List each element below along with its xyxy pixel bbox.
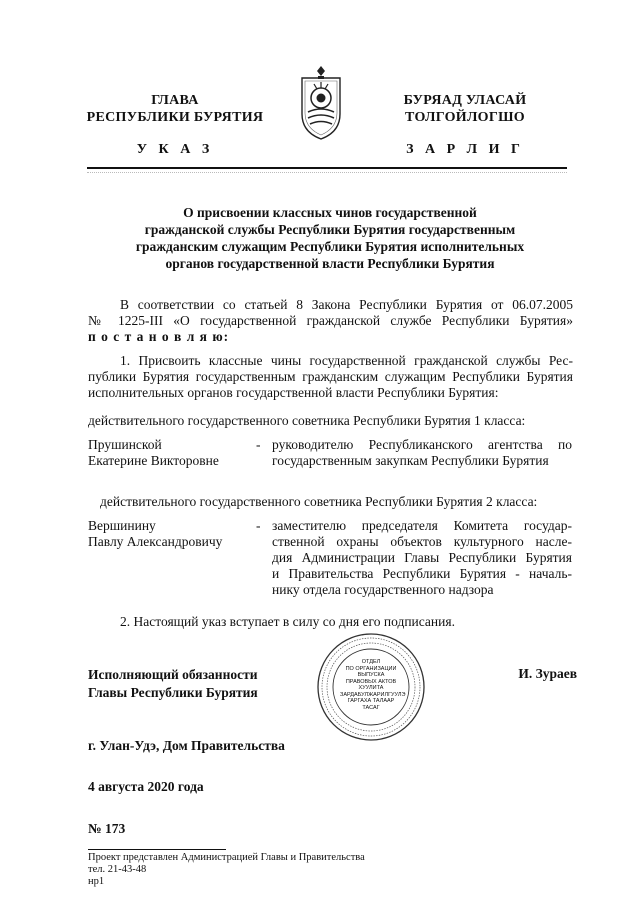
footer-line2: тел. 21-43-48 xyxy=(88,864,147,875)
header-left-line1: ГЛАВА xyxy=(151,93,199,108)
footer-line3: нр1 xyxy=(88,876,105,887)
rank1-position-line2: государственным закупкам Республики Бурятия xyxy=(272,453,549,468)
footer-line1: Проект представлен Администрацией Главы и Правительства xyxy=(88,852,365,863)
place: г. Улан-Удэ, Дом Правительства xyxy=(88,738,285,753)
doc-type-left: У К А З xyxy=(136,142,214,157)
seal-text xyxy=(340,659,406,711)
rank2-position-line1: заместителю председателя Комитета государ- xyxy=(272,518,572,533)
preamble-line2: № 1225-III «О государственной гражданской службе Республики Бурятия» xyxy=(88,313,573,328)
title-line4: органов государственной власти Республики Бурятия xyxy=(165,256,495,271)
header-dotted-line xyxy=(87,172,567,174)
rank1-dash: - xyxy=(256,437,261,452)
header-right-line1: БУРЯАД УЛАСАЙ xyxy=(403,93,527,108)
item1-line2: публики Бурятия государственным гражданским служащим Республики Бурятия xyxy=(88,369,573,384)
rank1-heading: действительного государственного советника Республики Бурятия 1 класса: xyxy=(88,413,526,428)
seal-line1: ОТДЕЛ xyxy=(361,659,381,665)
preamble-decree-word: п о с т а н о в л я ю: xyxy=(88,329,230,344)
rank1-person-line2: Екатерине Викторовне xyxy=(88,453,219,468)
footer-rule xyxy=(88,849,226,850)
rank1-position-line1: руководителю Республиканского агентства по xyxy=(272,437,572,452)
footer-note xyxy=(88,852,488,888)
rank2-position-line2: ственной охраны объектов культурного насле- xyxy=(272,534,572,549)
title-line2: гражданской службы Республики Бурятия государственным xyxy=(144,222,516,237)
seal-line2: ПО ОРГАНИЗАЦИИ xyxy=(345,665,397,672)
rank2-position-line5: нику отдела государственного надзора xyxy=(272,582,494,597)
header-right-line2: ТОЛГОЙЛОГШО xyxy=(405,110,525,125)
signature-role xyxy=(88,666,308,702)
rank1-person xyxy=(88,437,258,469)
seal-line4: ПРАВОВЫХ АКТОВ xyxy=(345,678,397,685)
seal-line5: ХУУЛИТА xyxy=(358,685,384,691)
header-rule xyxy=(87,167,567,169)
item2: 2. Настоящий указ вступает в силу со дня его подписания. xyxy=(120,614,455,629)
title-line1: О присвоении классных чинов государственной xyxy=(183,205,477,220)
item1-line3: исполнительных органов государственной власти Республики Бурятия: xyxy=(88,385,499,400)
header-right xyxy=(350,92,580,126)
rank1-person-line1: Прушинской xyxy=(88,437,162,452)
seal-line7: ГАРГАХА ТАЛААР xyxy=(347,698,395,704)
official-seal xyxy=(316,632,426,742)
rank2-dash: - xyxy=(256,518,261,533)
signature-name: И. Зураев xyxy=(518,666,577,681)
rank2-position-line3: дия Администрации Главы Республики Бурятия xyxy=(272,550,572,565)
preamble-line1: В соответствии со статьей 8 Закона Республики Бурятия от 06.07.2005 xyxy=(120,297,573,312)
seal-line6: ЗАРДАБУЛЖАРИЛГУУЛЭ xyxy=(340,691,406,698)
header-left-line2: РЕСПУБЛИКИ БУРЯТИЯ xyxy=(86,110,264,125)
rank2-heading: действительного государственного советника Республики Бурятия 2 класса: xyxy=(100,494,538,509)
rank1-position xyxy=(272,437,572,469)
rank2-person-line2: Павлу Александровичу xyxy=(88,534,223,549)
date: 4 августа 2020 года xyxy=(88,779,204,794)
header-left xyxy=(60,92,290,126)
seal-line3: ВЫПУСКА xyxy=(357,672,385,678)
rank2-person xyxy=(88,518,258,550)
rank2-person-line1: Вершинину xyxy=(88,518,156,533)
item1-line1: 1. Присвоить классные чины государственной гражданской службы Рес- xyxy=(120,353,573,368)
coat-of-arms-icon xyxy=(296,62,346,142)
signature-role-line1: Исполняющий обязанности xyxy=(88,667,258,682)
document-title xyxy=(80,204,580,272)
decree-number: № 173 xyxy=(88,821,126,836)
title-line3: гражданским служащим Республики Бурятия исполнительных xyxy=(135,239,525,254)
rank2-position-line4: и Правительства Республики Бурятия - началь- xyxy=(272,566,572,581)
seal-line8: ТАСАГ xyxy=(362,704,380,711)
rank2-position xyxy=(272,518,572,598)
doc-type-right: З А Р Л И Г xyxy=(406,142,524,157)
signature-role-line2: Главы Республики Бурятия xyxy=(88,685,258,700)
